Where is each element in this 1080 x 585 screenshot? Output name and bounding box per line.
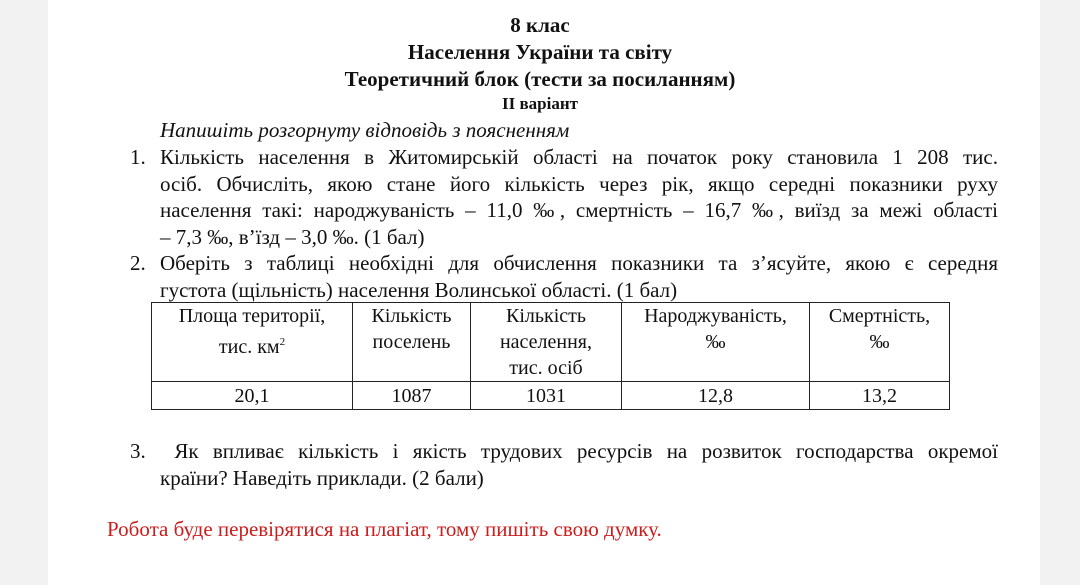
instruction-text: Напишіть розгорнуту відповідь з поясненням	[160, 118, 570, 142]
table-header-cell: Смертність, ‰	[810, 303, 950, 382]
table-header-cell: Кількість поселень	[353, 303, 471, 382]
variant-heading: II варіант	[502, 94, 578, 113]
plagiarism-warning: Робота буде перевірятися на плагіат, тому пишіть свою думку.	[107, 517, 662, 541]
question-3	[130, 438, 998, 491]
table-cell: 20,1	[152, 382, 353, 410]
question-number: 2.	[130, 251, 146, 275]
grade-heading: 8 клас	[510, 13, 570, 37]
table-header-cell: Кількість населення, тис. осіб	[471, 303, 622, 382]
question-line: густота (щільність) населення Волинської області. (1 бал)	[160, 277, 678, 302]
question-line: країни? Наведіть приклади. (2 бали)	[160, 465, 484, 490]
table-cell: 13,2	[810, 382, 950, 410]
table-cell: 1087	[353, 382, 471, 410]
table-cell: 12,8	[622, 382, 810, 410]
question-line: – 7,3 ‰, в’їзд – 3,0 ‰. (1 бал)	[160, 224, 425, 249]
topic-heading: Населення України та світу	[407, 40, 673, 64]
question-line: Кількість населення в Житомирській області на початок року становила 1 208 тис.	[160, 145, 998, 169]
question-line: Як впливає кількість і якість трудових ресурсів на розвиток господарства окремої	[160, 439, 998, 463]
question-line: населення такі: народжуваність – 11,0 ‰, смертність – 16,7 ‰, виїзд за межі області	[160, 198, 998, 222]
question-1	[130, 144, 998, 250]
question-line: Оберіть з таблиці необхідні для обчислення показники та з’ясуйте, якою є середня	[160, 251, 998, 275]
question-number: 1.	[130, 145, 146, 169]
question-line: осіб. Обчисліть, якою стане його кількість через рік, якщо середні показники руху	[160, 171, 998, 196]
question-number: 3.	[130, 439, 146, 463]
data-table	[151, 302, 950, 410]
table-header-row	[152, 303, 950, 382]
question-2	[130, 250, 998, 303]
block-heading: Теоретичний блок (тести за посиланням)	[344, 67, 736, 91]
table-row	[152, 382, 950, 410]
table-header-cell: Народжуваність, ‰	[622, 303, 810, 382]
table-cell: 1031	[471, 382, 622, 410]
table-header-cell: Площа території, тис. $км^2$	[152, 303, 353, 382]
